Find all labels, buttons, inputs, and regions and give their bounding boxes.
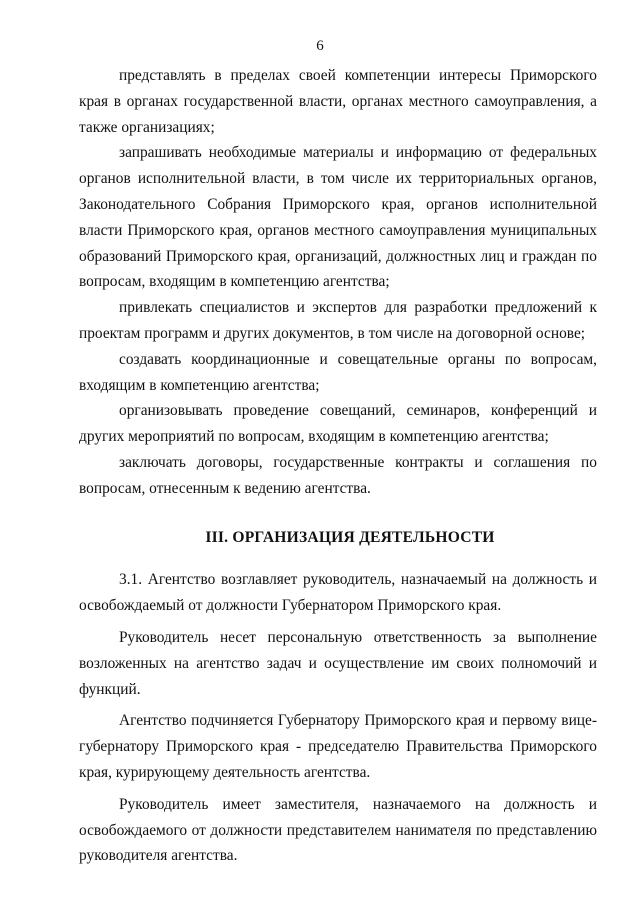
paragraph: создавать координационные и совещательные органы по вопросам, входящим в компетенцию агентства; bbox=[79, 350, 597, 394]
paragraph: Агентство подчиняется Губернатору Приморского края и первому вице-губернатору Приморского края - председателю Правительства Приморского края, курирующему деятельность агентства. bbox=[79, 712, 597, 781]
document-body bbox=[79, 63, 597, 869]
paragraph: запрашивать необходимые материалы и информацию от федеральных органов исполнительной власти, в том числе их территориальных органов, Законодательного Собрания Приморского края, органов исполнительной власти Приморского края, органов местного самоуправления муниципальных образований Приморского края, организаций, должностных лиц и граждан по вопросам, входящим в компетенцию агентства; bbox=[79, 144, 597, 291]
paragraph: представлять в пределах своей компетенции интересы Приморского края в органах государственной власти, органах местного самоуправления, а также организациях; bbox=[79, 67, 597, 136]
paragraph: заключать договоры, государственные контракты и соглашения по вопросам, отнесенным к ведению агентства. bbox=[79, 453, 597, 497]
paragraph: Руководитель несет персональную ответственность за выполнение возложенных на агентство задач и осуществление им своих полномочий и функций. bbox=[79, 628, 597, 698]
paragraph: привлекать специалистов и экспертов для разработки предложений к проектам программ и других документов, в том числе на договорной основе; bbox=[79, 299, 597, 342]
paragraph: организовывать проведение совещаний, семинаров, конференций и других мероприятий по вопросам, входящим в компетенцию агентства; bbox=[79, 402, 597, 446]
paragraph: Руководитель имеет заместителя, назначаемого на должность и освобождаемого от должности представителем нанимателя по представлению руководителя агентства. bbox=[79, 795, 597, 865]
page-number: 6 bbox=[316, 38, 324, 54]
paragraph: 3.1. Агентство возглавляет руководитель, назначаемый на должность и освобождаемый от должности Губернатором Приморского края. bbox=[79, 571, 597, 615]
section-heading: III. ОРГАНИЗАЦИЯ ДЕЯТЕЛЬНОСТИ bbox=[205, 528, 495, 546]
